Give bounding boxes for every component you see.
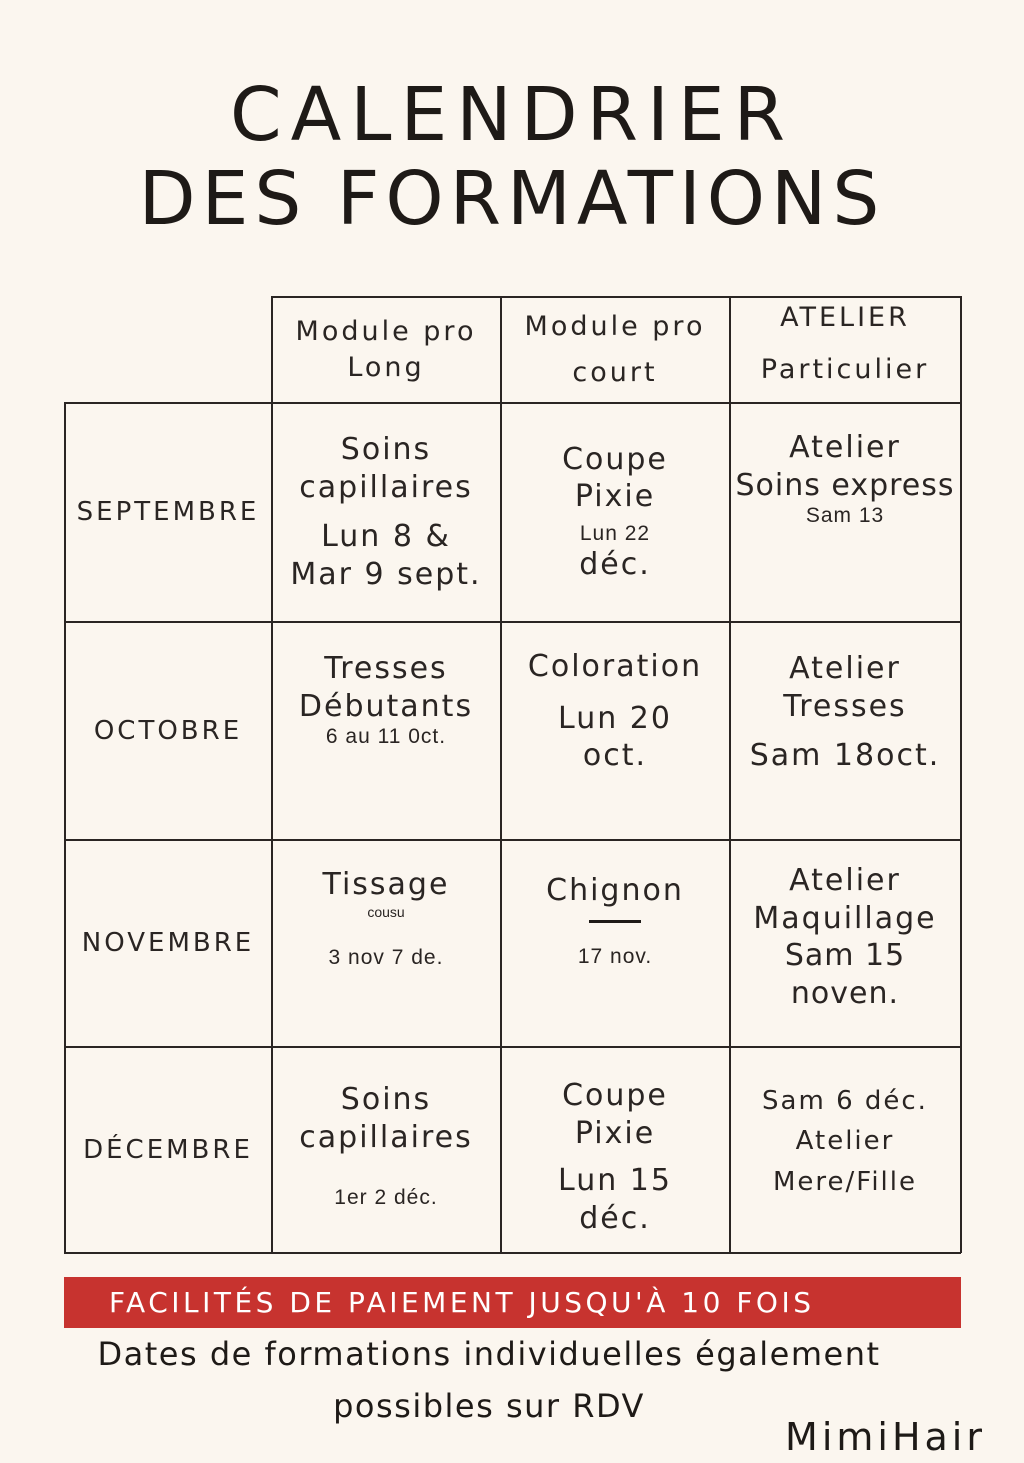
footer-note-line-2: possibles sur RDV bbox=[333, 1387, 645, 1425]
session-title: Chignon bbox=[546, 873, 684, 908]
session-title: Tresses bbox=[783, 688, 907, 724]
session-date: 1er 2 déc. bbox=[334, 1186, 438, 1209]
table-line bbox=[960, 296, 962, 1253]
header-module-long bbox=[272, 297, 500, 402]
session-cell bbox=[730, 403, 960, 621]
session-title: Débutants bbox=[298, 688, 474, 724]
session-date: Lun 15 bbox=[558, 1163, 672, 1198]
session-date: Sam 6 déc. bbox=[762, 1086, 928, 1117]
session-subtitle: cousu bbox=[367, 903, 405, 920]
session-date: Lun 20 bbox=[558, 700, 672, 736]
session-date: oct. bbox=[582, 738, 648, 773]
session-date: déc. bbox=[579, 1200, 651, 1236]
session-title: Maquillage bbox=[753, 900, 937, 936]
session-title: Pixie bbox=[574, 479, 656, 515]
session-title: Atelier bbox=[789, 651, 901, 686]
session-date: déc. bbox=[579, 546, 651, 582]
header-text: court bbox=[572, 356, 658, 388]
session-cell bbox=[272, 840, 500, 1046]
session-date: Mar 9 sept. bbox=[290, 556, 482, 592]
session-title: Tresses bbox=[324, 651, 448, 686]
header-atelier bbox=[730, 297, 960, 402]
header-module-court bbox=[501, 297, 729, 402]
session-title: Coupe bbox=[562, 1078, 668, 1113]
session-date: Lun 22 bbox=[579, 521, 651, 545]
session-title: Atelier bbox=[795, 1126, 895, 1157]
session-date: Lun 8 & bbox=[321, 519, 451, 554]
session-title: capillaires bbox=[299, 469, 473, 505]
month-text: NOVEMBRE bbox=[81, 928, 255, 958]
title-line-1: CALENDRIER bbox=[229, 72, 795, 158]
month-text: SEPTEMBRE bbox=[76, 497, 260, 527]
session-title: Soins bbox=[340, 1082, 432, 1117]
session-cell bbox=[730, 1047, 960, 1252]
session-title: Pixie bbox=[574, 1115, 656, 1151]
month-label bbox=[65, 403, 271, 621]
session-title: Mere/Fille bbox=[772, 1166, 918, 1197]
session-title: Soins express bbox=[735, 467, 955, 503]
session-date: 3 nov 7 de. bbox=[328, 945, 444, 969]
table-line bbox=[64, 1252, 961, 1254]
payment-banner bbox=[64, 1277, 961, 1328]
header-text: Module pro bbox=[295, 316, 477, 348]
header-text: Long bbox=[347, 351, 425, 383]
session-title: Coloration bbox=[527, 649, 703, 684]
session-title: capillaires bbox=[299, 1119, 473, 1155]
month-label bbox=[65, 840, 271, 1046]
header-text: ATELIER bbox=[780, 302, 910, 334]
session-title: Atelier bbox=[789, 430, 901, 465]
session-cell bbox=[272, 403, 500, 621]
session-title: Soins bbox=[340, 432, 432, 467]
month-text: OCTOBRE bbox=[93, 715, 243, 746]
session-date: 17 nov. bbox=[577, 944, 653, 968]
month-label bbox=[65, 1047, 271, 1252]
brand-signature: MimiHair bbox=[785, 1415, 986, 1459]
session-title: Coupe bbox=[562, 441, 668, 477]
session-cell bbox=[501, 1047, 729, 1252]
title-line-2: DES FORMATIONS bbox=[138, 156, 886, 242]
header-text: Particulier bbox=[760, 353, 930, 385]
month-text: DÉCEMBRE bbox=[83, 1134, 253, 1165]
header-text: Module pro bbox=[524, 311, 706, 343]
session-date: Sam 13 bbox=[805, 504, 885, 527]
session-cell bbox=[272, 622, 500, 839]
session-date: Sam 18oct. bbox=[749, 738, 941, 773]
session-cell bbox=[501, 840, 729, 1046]
session-date: Sam 15 noven. bbox=[784, 938, 906, 1011]
session-date: 6 au 11 0ct. bbox=[325, 725, 447, 748]
dash-divider bbox=[589, 920, 641, 923]
session-title: Tissage bbox=[322, 867, 450, 902]
session-cell bbox=[501, 403, 729, 621]
session-cell bbox=[730, 840, 960, 1046]
month-label bbox=[65, 622, 271, 839]
session-title: Atelier bbox=[789, 863, 901, 898]
session-cell bbox=[501, 622, 729, 839]
session-cell bbox=[730, 622, 960, 839]
footer-note-line-1: Dates de formations individuelles également bbox=[97, 1335, 881, 1373]
session-cell bbox=[272, 1047, 500, 1252]
banner-text: FACILITÉS DE PAIEMENT JUSQU'À 10 FOIS bbox=[109, 1286, 815, 1319]
